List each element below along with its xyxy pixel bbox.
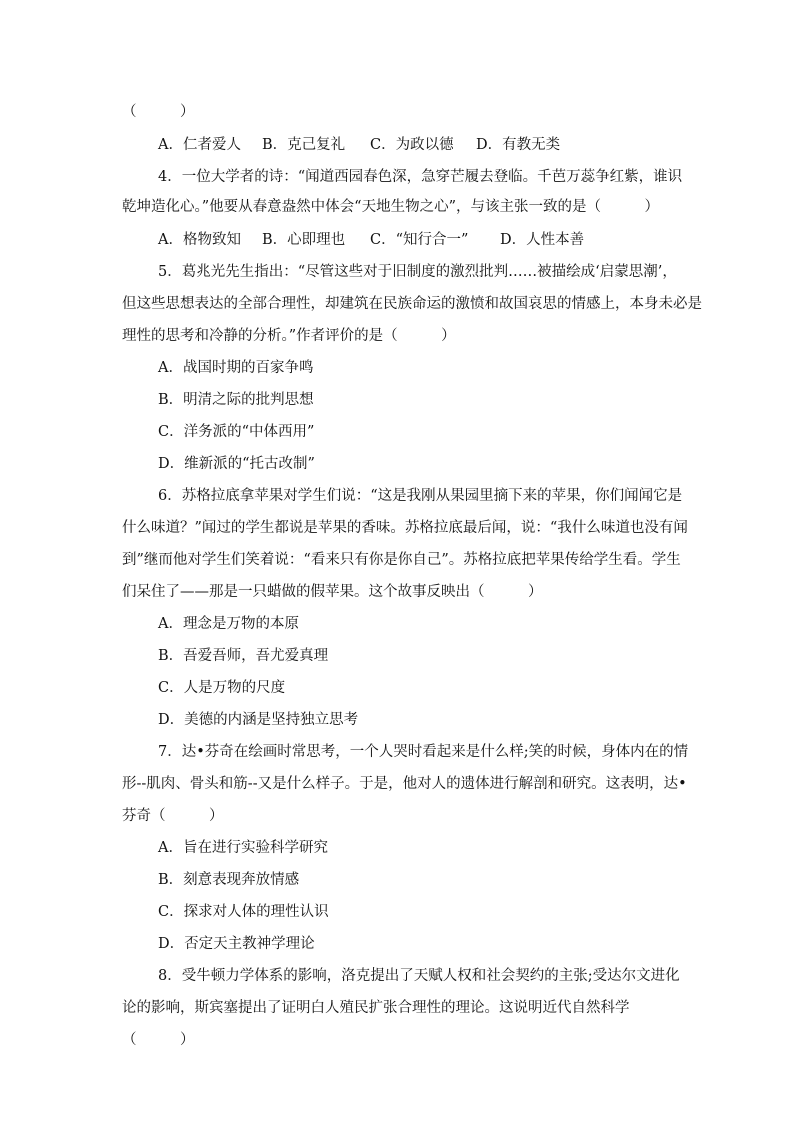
q5-option-a: A．战国时期的百家争鸣: [158, 360, 314, 376]
q4-option-b: B．心即理也: [262, 232, 346, 248]
q5-option-d: D．维新派的“托古改制”: [158, 456, 315, 472]
q7-option-b: B．刻意表现奔放情感: [158, 872, 300, 888]
q5-text-line-2: 但这些思想表达的全部合理性，却建筑在民族命运的激愤和故国哀思的情感上，本身未必是: [122, 296, 702, 312]
q6-text-line-4: 们呆住了——那是一只蜡做的假苹果。这个故事反映出（ ）: [122, 584, 543, 600]
q6-option-c: C．人是万物的尺度: [158, 680, 286, 696]
q5-text-line-1: 5．葛兆光先生指出：“尽管这些对于旧制度的激烈批判……被描绘成‘启蒙思潮’，: [158, 264, 677, 280]
q5-option-b: B．明清之际的批判思想: [158, 392, 314, 408]
q7-option-d: D．否定天主教神学理论: [158, 936, 315, 952]
q7-text-line-1: 7．达•芬奇在绘画时常思考，一个人哭时看起来是什么样;笑的时候，身体内在的情: [158, 744, 689, 760]
q3-option-b: B．克己复礼: [262, 137, 346, 153]
q4-option-a: A．格物致知: [158, 232, 241, 248]
q7-option-c: C．探求对人体的理性认识: [158, 904, 329, 920]
q4-option-d: D．人性本善: [500, 232, 585, 248]
q6-text-line-1: 6．苏格拉底拿苹果对学生们说：“这是我刚从果园里摘下来的苹果，你们闻闻它是: [158, 488, 683, 504]
q7-text-line-2: 形--肌肉、骨头和筋--又是什么样子。于是，他对人的遗体进行解剖和研究。这表明，达•: [122, 776, 687, 792]
q4-text-line-1: 4．一位大学者的诗：“闻道西园春色深，急穿芒履去登临。千芭万蕊争红紫，谁识: [158, 169, 683, 185]
q4-option-c: C．“知行合一”: [370, 232, 469, 248]
q5-text-line-3: 理性的思考和冷静的分析。”作者评价的是（ ）: [122, 328, 456, 344]
q8-answer-blank: （ ）: [122, 1032, 195, 1048]
q6-text-line-3: 到”继而他对学生们笑着说：“看来只有你是你自己”。苏格拉底把苹果传给学生看。学生: [122, 552, 681, 568]
q8-text-line-2: 论的影响，斯宾塞提出了证明白人殖民扩张合理性的理论。这说明近代自然科学: [122, 1000, 630, 1016]
q3-option-a: A．仁者爱人: [158, 137, 241, 153]
q3-option-c: C．为政以德: [370, 137, 454, 153]
q5-option-c: C．洋务派的“中体西用”: [158, 424, 315, 440]
q6-option-a: A．理念是万物的本原: [158, 616, 299, 632]
q3-option-d: D．有教无类: [476, 137, 561, 153]
q8-text-line-1: 8．受牛顿力学体系的影响，洛克提出了天赋人权和社会契约的主张;受达尔文进化: [158, 968, 680, 984]
q4-options-row: [158, 230, 678, 250]
q2-answer-blank: （ ）: [122, 104, 195, 120]
q7-option-a: A．旨在进行实验科学研究: [158, 840, 328, 856]
q7-text-line-3: 芬奇（ ）: [122, 808, 224, 824]
q6-option-d: D．美德的内涵是坚持独立思考: [158, 712, 359, 728]
q6-option-b: B．吾爱吾师，吾尤爱真理: [158, 648, 329, 664]
q3-options-row: [158, 135, 678, 155]
q4-text-line-2: 乾坤造化心。”他要从春意盎然中体会“天地生物之心”，与该主张一致的是（ ）: [122, 199, 659, 215]
q6-text-line-2: 什么味道？”闻过的学生都说是苹果的香味。苏格拉底最后闻，说：“我什么味道也没有闻: [122, 520, 688, 536]
